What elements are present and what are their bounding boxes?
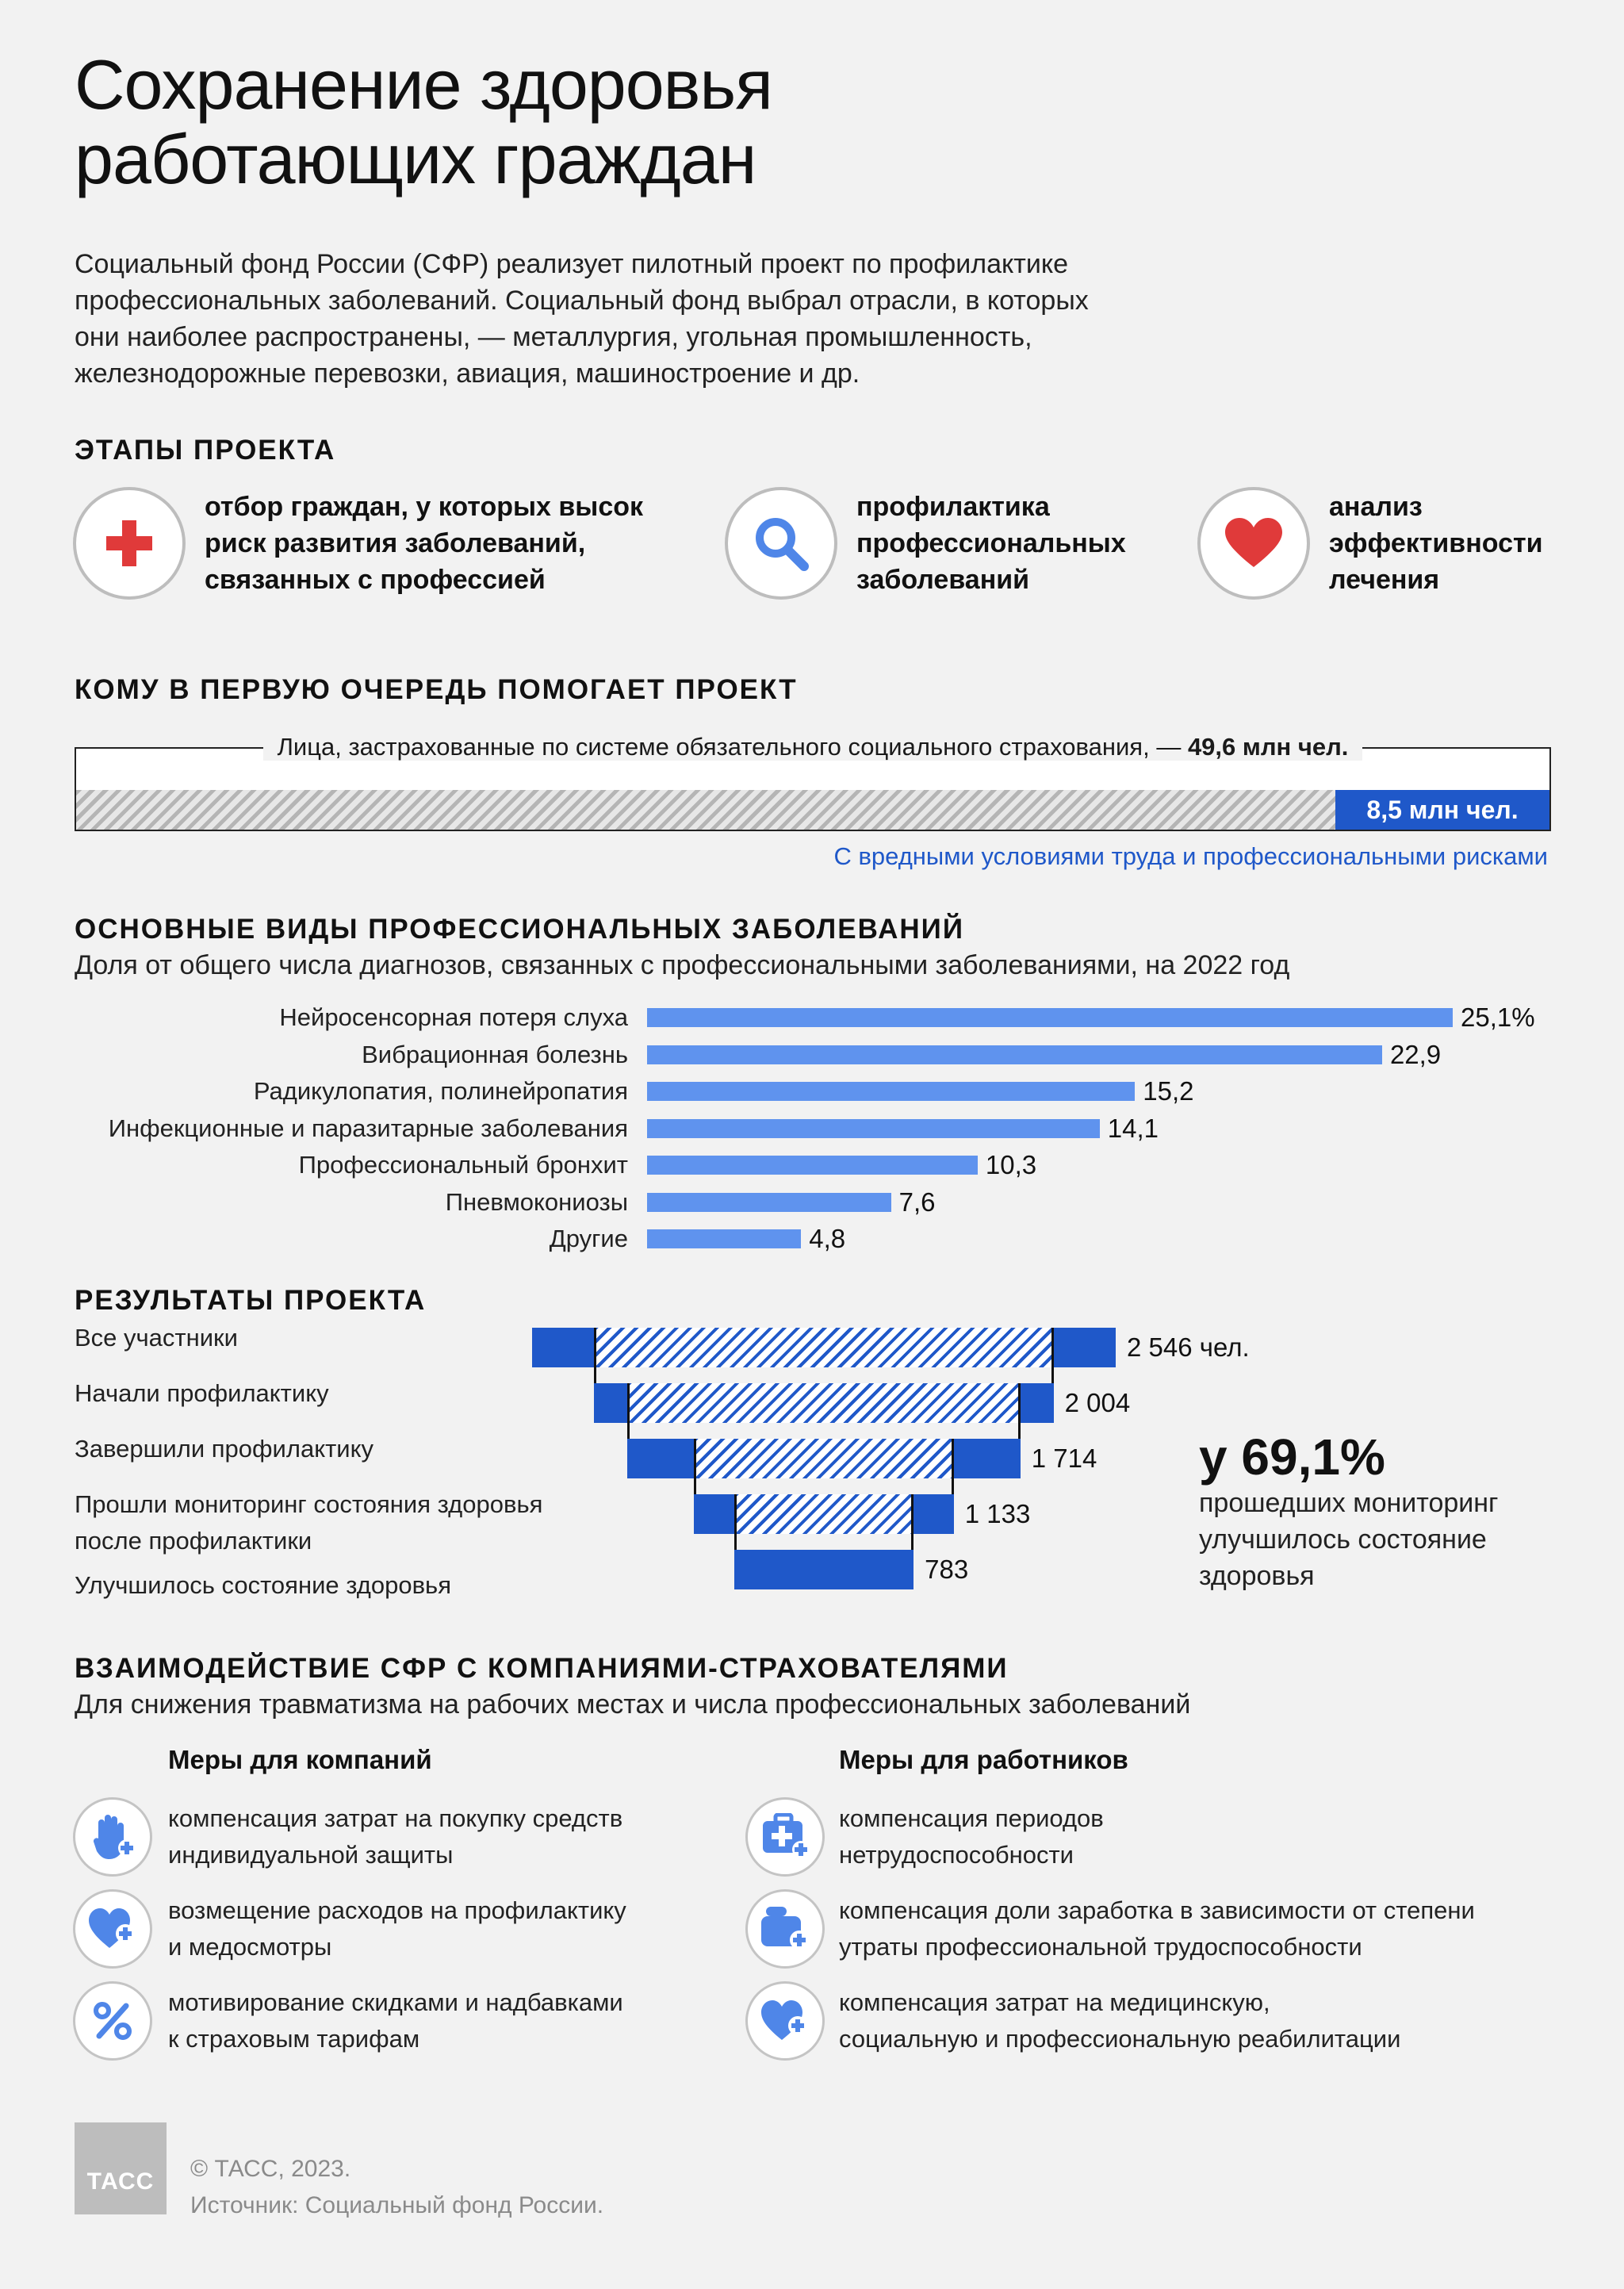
funnel-category-line: Начали профилактику [75, 1379, 329, 1407]
company-measure-text [168, 1892, 626, 1965]
measure-line: индивидуальной защиты [168, 1841, 454, 1869]
improved-percentage: у 69,1% [1199, 1428, 1385, 1486]
stage-line: профессиональных [856, 528, 1126, 558]
stage-text [1329, 489, 1583, 598]
improved-line: улучшилось состояние [1199, 1524, 1487, 1555]
beneficiaries-heading: КОМУ В ПЕРВУЮ ОЧЕРЕДЬ ПОМОГАЕТ ПРОЕКТ [75, 674, 798, 705]
stage-text [856, 489, 1189, 598]
harmful-conditions-bar [1335, 790, 1549, 830]
percent-icon [73, 1981, 152, 2061]
title-line: работающих граждан [75, 120, 756, 198]
magnifier-icon [725, 487, 837, 600]
funnel-connector-line [594, 1328, 596, 1383]
stage-line: профилактика [856, 492, 1050, 522]
funnel-connector-line [1051, 1328, 1054, 1383]
disease-value-label: 7,6 [898, 1187, 936, 1217]
funnel-value-label: 1 714 [1031, 1444, 1097, 1473]
intro-line: железнодорожные перевозки, авиация, машиностроение и др. [75, 358, 860, 389]
disease-value-label: 14,1 [1107, 1113, 1159, 1143]
intro-line: профессиональных заболеваний. Социальный фонд выбрал отрасли, в которых [75, 286, 1089, 316]
heart-icon [1197, 487, 1310, 600]
disease-bar [647, 1193, 891, 1212]
red-cross-icon [73, 487, 186, 600]
worker-measure-text [839, 1800, 1104, 1873]
disease-bar [647, 1082, 1135, 1101]
measure-line: нетрудоспособности [839, 1841, 1074, 1869]
company-measure-text [168, 1984, 623, 2057]
funnel-category-line: Улучшилось состояние здоровья [75, 1571, 451, 1599]
disease-bar [647, 1229, 801, 1248]
insured-hatched-fill [76, 790, 1335, 830]
results-heading: РЕЗУЛЬТАТЫ ПРОЕКТА [75, 1285, 427, 1316]
funnel-category-line: Завершили профилактику [75, 1435, 374, 1463]
intro-line: они наиболее распространены, — металлургия, угольная промышленность, [75, 322, 1032, 352]
harmful-value: 8,5 млн чел. [1366, 795, 1519, 824]
funnel-category-label [75, 1567, 451, 1604]
funnel-category-label [75, 1375, 329, 1412]
intro-line: Социальный фонд России (СФР) реализует пилотный проект по профилактике [75, 249, 1068, 279]
measure-line: компенсация затрат на медицинскую, [839, 1988, 1270, 2016]
interaction-subtitle: Для снижения травматизма на рабочих местах и числа профессиональных заболеваний [75, 1689, 1191, 1720]
intro-paragraph [75, 246, 1216, 392]
harmful-caption: С вредными условиями труда и профессиональными рисками [833, 842, 1548, 870]
funnel-category-line: после профилактики [75, 1527, 312, 1555]
stage-line: отбор граждан, у которых высок [205, 492, 644, 522]
measure-line: компенсация доли заработка в зависимости от степени [839, 1896, 1475, 1924]
funnel-category-line: Прошли мониторинг состояния здоровья [75, 1490, 543, 1518]
funnel-category-line: Все участники [75, 1324, 238, 1352]
stage-line: эффективности [1329, 528, 1543, 558]
disease-category-label: Пневмокониозы [445, 1187, 628, 1216]
funnel-value-label: 783 [925, 1555, 969, 1584]
worker-measure-text [839, 1984, 1400, 2057]
disease-value-label: 4,8 [809, 1224, 846, 1253]
funnel-connector-line [952, 1439, 954, 1494]
disease-category-label: Вибрационная болезнь [362, 1040, 628, 1068]
measure-line: мотивирование скидками и надбавками [168, 1988, 623, 2016]
heart-plus-icon [745, 1981, 825, 2061]
company-measure-text [168, 1800, 622, 1873]
measure-line: утраты профессиональной трудоспособности [839, 1933, 1362, 1961]
funnel-connector-line [734, 1494, 737, 1550]
stage-line: заболеваний [856, 565, 1030, 595]
funnel-connector-line [1018, 1383, 1021, 1439]
disease-value-label: 22,9 [1389, 1039, 1442, 1069]
disease-category-label: Инфекционные и паразитарные заболевания [108, 1114, 628, 1142]
title-line: Сохранение здоровья [75, 45, 772, 124]
stage-line: лечения [1329, 565, 1440, 595]
funnel-hatched-segment [694, 1439, 954, 1478]
stage-text [205, 489, 680, 598]
funnel-connector-line [911, 1494, 914, 1550]
disease-value-label: 10,3 [985, 1150, 1037, 1179]
disease-value-label: 15,2 [1143, 1076, 1194, 1106]
disease-value-label: 25,1% [1461, 1003, 1535, 1032]
improved-line: здоровья [1199, 1561, 1315, 1591]
funnel-value-label: 1 133 [964, 1499, 1031, 1528]
medical-bag-icon [745, 1797, 825, 1877]
funnel-bar [734, 1550, 914, 1589]
measure-line: социальную и профессиональную реабилитации [839, 2025, 1401, 2053]
stage-line: риск развития заболеваний, [205, 528, 586, 558]
diseases-subtitle: Доля от общего числа диагнозов, связанных с профессиональными заболеваниями, на 2022 год [75, 950, 1290, 980]
funnel-value-label: 2 546 чел. [1127, 1332, 1250, 1362]
measure-line: и медосмотры [168, 1933, 332, 1961]
disease-bar [647, 1045, 1382, 1064]
page-title [75, 45, 1105, 198]
workers-heading: Меры для работников [839, 1745, 1128, 1774]
disease-category-label: Радикулопатия, полинейропатия [253, 1077, 628, 1105]
insured-value: 49,6 млн чел. [1187, 733, 1349, 761]
logo-text: ТАСС [86, 2168, 155, 2195]
heart-plus-icon [73, 1889, 152, 1969]
funnel-connector-line [694, 1439, 696, 1494]
funnel-value-label: 2 004 [1064, 1388, 1131, 1417]
diseases-heading: ОСНОВНЫЕ ВИДЫ ПРОФЕССИОНАЛЬНЫХ ЗАБОЛЕВАНИЙ [75, 914, 964, 945]
hand-plus-icon [73, 1797, 152, 1877]
companies-heading: Меры для компаний [168, 1745, 432, 1774]
tass-logo [75, 2122, 167, 2214]
copyright: © ТАСС, 2023. [190, 2156, 351, 2182]
funnel-connector-line [627, 1383, 630, 1439]
funnel-bar [532, 1328, 1116, 1367]
stage-line: анализ [1329, 492, 1423, 522]
interaction-heading: ВЗАИМОДЕЙСТВИЕ СФР С КОМПАНИЯМИ-СТРАХОВАТЕЛЯМИ [75, 1653, 1009, 1684]
funnel-category-label [75, 1486, 542, 1559]
disease-bar [647, 1156, 978, 1175]
funnel-hatched-segment [734, 1494, 914, 1534]
disease-category-label: Нейросенсорная потеря слуха [279, 1003, 628, 1031]
disease-category-label: Другие [549, 1225, 628, 1252]
improved-text [1199, 1485, 1564, 1594]
insured-label [75, 730, 1551, 765]
funnel-bar [594, 1383, 1053, 1423]
funnel-category-label [75, 1320, 238, 1356]
measure-line: компенсация периодов [839, 1804, 1104, 1832]
source: Источник: Социальный фонд России. [190, 2192, 604, 2218]
funnel-hatched-segment [627, 1383, 1020, 1423]
funnel-category-label [75, 1431, 373, 1467]
measure-line: возмещение расходов на профилактику [168, 1896, 626, 1924]
measure-line: к страховым тарифам [168, 2025, 420, 2053]
wallet-plus-icon [745, 1889, 825, 1969]
funnel-hatched-segment [594, 1328, 1053, 1367]
improved-line: прошедших мониторинг [1199, 1488, 1499, 1518]
funnel-bar [627, 1439, 1020, 1478]
disease-bar [647, 1119, 1100, 1138]
stage-line: связанных с профессией [205, 565, 546, 595]
funnel-bar [694, 1494, 954, 1534]
worker-measure-text [839, 1892, 1475, 1965]
stages-heading: ЭТАПЫ ПРОЕКТА [75, 435, 336, 466]
disease-category-label: Профессиональный бронхит [298, 1151, 628, 1179]
measure-line: компенсация затрат на покупку средств [168, 1804, 623, 1832]
disease-bar [647, 1008, 1453, 1027]
insured-label-text: Лица, застрахованные по системе обязательного социального страхования, — [277, 733, 1182, 761]
